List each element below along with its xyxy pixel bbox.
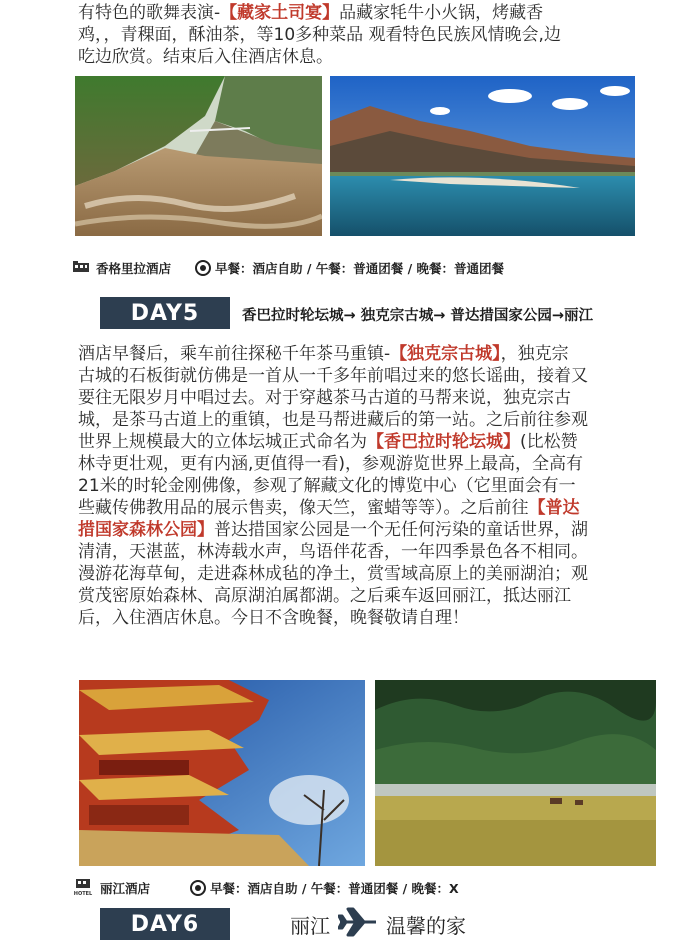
meals-text: 早餐：酒店自助 / 午餐：普通团餐 / 晚餐：普通团餐 bbox=[215, 261, 505, 276]
paragraph-line bbox=[78, 46, 648, 68]
paragraph-line bbox=[78, 365, 648, 387]
day5-description bbox=[78, 343, 648, 629]
text-segment: 赏茂密原始森林、高原湖泊属都湖。之后乘车返回丽江，抵达丽江 bbox=[78, 586, 571, 606]
text-segment: 后，入住酒店休息。今日不含晚餐，晚餐敬请自理！ bbox=[78, 608, 469, 628]
text-segment: 要往无限岁月中唱过去。对于穿越茶马古道的马帮来说，独克宗古 bbox=[78, 388, 571, 408]
paragraph-line bbox=[78, 519, 648, 541]
paragraph-line bbox=[78, 431, 648, 453]
gorge-river-photo bbox=[75, 76, 322, 236]
hotel-icon bbox=[72, 260, 90, 277]
pudacuo-park-photo bbox=[375, 680, 656, 866]
text-segment: 普达措国家公园是一个无任何污染的童话世界，湖 bbox=[214, 520, 588, 540]
hotel-icon bbox=[72, 878, 94, 899]
text-segment: 些藏传佛教用品的展示售卖，像天竺，蜜蜡等等）。之后前往 bbox=[78, 498, 529, 518]
day6-from: 丽江 bbox=[290, 913, 330, 938]
paragraph-line bbox=[78, 343, 648, 365]
time-wheel-temple-photo bbox=[79, 680, 365, 866]
text-segment: 吃边欣赏。结束后入住酒店休息。 bbox=[78, 47, 333, 67]
paragraph-line bbox=[78, 409, 648, 431]
paragraph-line bbox=[78, 585, 648, 607]
text-segment: ，独克宗 bbox=[500, 344, 569, 364]
svg-text:HOTEL: HOTEL bbox=[73, 890, 93, 896]
highlight-text: 措国家森林公园】 bbox=[78, 520, 214, 540]
paragraph-line bbox=[78, 453, 648, 475]
river-bend-photo bbox=[330, 76, 635, 236]
day5-route: 香巴拉时轮坛城→ 独克宗古城→ 普达措国家公园→丽江 bbox=[242, 308, 594, 324]
paragraph-line bbox=[78, 475, 648, 497]
paragraph-line bbox=[78, 2, 648, 24]
day6-route bbox=[290, 906, 466, 942]
highlight-text: 【藏家土司宴】 bbox=[220, 3, 340, 23]
meals-text: 早餐：酒店自助 / 午餐：普通团餐 / 晚餐：X bbox=[210, 881, 459, 896]
dish-icon bbox=[195, 260, 211, 276]
text-segment: 漫游花海草甸，走进森林成毡的净土，赏雪域高原上的美丽湖泊；观 bbox=[78, 564, 588, 584]
text-segment: 清清，天湛蓝，林涛载水声，鸟语伴花香，一年四季景色各不相同。 bbox=[78, 542, 588, 562]
highlight-text: 【香巴拉时轮坛城】 bbox=[367, 432, 520, 452]
day6-to: 温馨的家 bbox=[386, 913, 466, 938]
day4-info-row bbox=[72, 258, 504, 278]
day5-info-row bbox=[72, 878, 459, 898]
day4-description bbox=[78, 2, 648, 68]
highlight-text: 【独克宗古城】 bbox=[390, 344, 501, 364]
text-segment: 世界上规模最大的立体坛城正式命名为 bbox=[78, 432, 367, 452]
paragraph-line bbox=[78, 387, 648, 409]
paragraph-line bbox=[78, 563, 648, 585]
paragraph-line bbox=[78, 497, 648, 519]
day5-badge: DAY5 bbox=[100, 297, 230, 329]
highlight-text: 【普达 bbox=[528, 498, 580, 518]
text-segment: 品藏家牦牛小火锅，烤藏香 bbox=[339, 3, 544, 23]
text-segment: 鸡，，青稞面，酥油茶，等10多种菜品 观看特色民族风情晚会,边 bbox=[78, 25, 561, 45]
paragraph-line bbox=[78, 24, 648, 46]
text-segment: (比松赞 bbox=[520, 432, 578, 452]
hotel-name: 丽江酒店 bbox=[100, 881, 151, 896]
hotel-name: 香格里拉酒店 bbox=[96, 261, 172, 276]
day6-badge: DAY6 bbox=[100, 908, 230, 940]
airplane-icon bbox=[338, 907, 378, 942]
text-segment: 城，是茶马古道上的重镇，也是马帮进藏后的第一站。之后前往参观 bbox=[78, 410, 588, 430]
text-segment: 21米的时轮金刚佛像，参观了解藏文化的博览中心（它里面会有一 bbox=[78, 476, 576, 496]
dish-icon bbox=[190, 880, 206, 896]
text-segment: 林寺更壮观，更有内涵,更值得一看)，参观游览世界上最高，全高有 bbox=[78, 454, 584, 474]
text-segment: 有特色的歌舞表演- bbox=[78, 3, 221, 23]
text-segment: 酒店早餐后，乘车前往探秘千年茶马重镇- bbox=[78, 344, 391, 364]
paragraph-line bbox=[78, 541, 648, 563]
text-segment: 古城的石板街就仿佛是一首从一千多年前唱过来的悠长谣曲，接着又 bbox=[78, 366, 588, 386]
paragraph-line bbox=[78, 607, 648, 629]
